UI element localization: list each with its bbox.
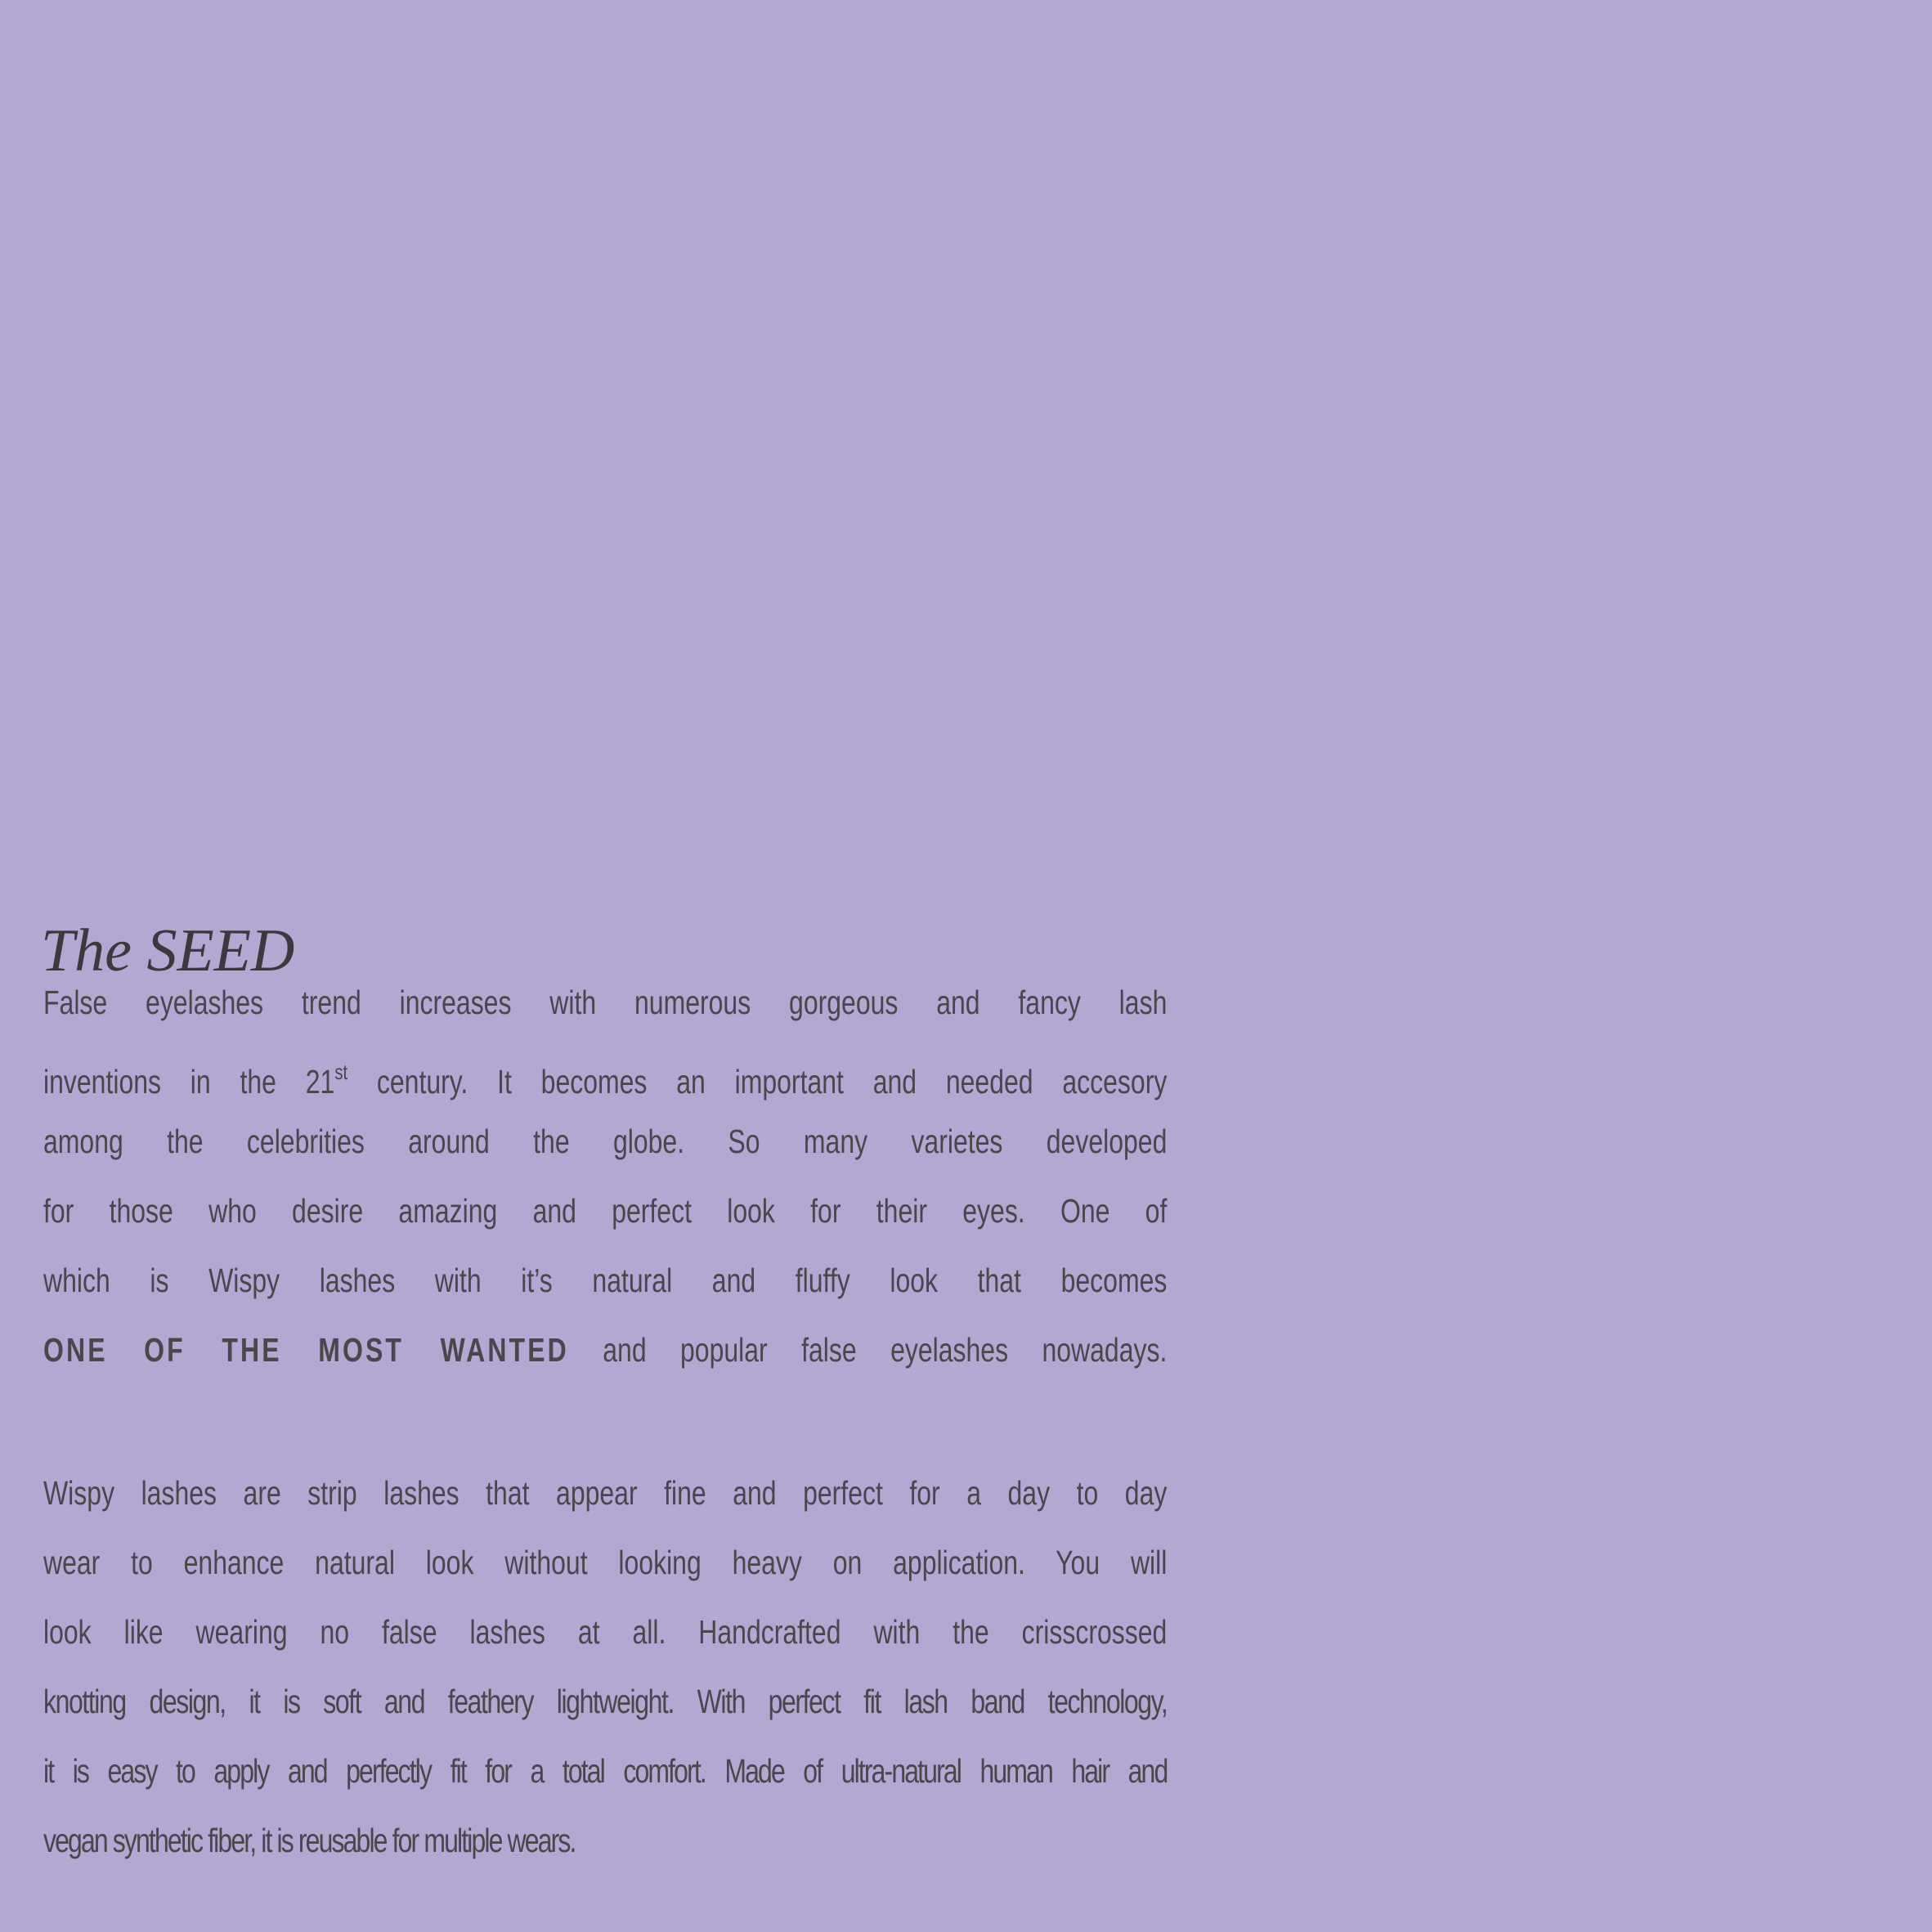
text-segment: and popular false eyelashes nowadays. [568,1331,1168,1369]
ordinal-superscript: st [334,1060,348,1084]
text-line: vegan synthetic fiber, it is reusable for multiple wears. [43,1822,576,1859]
text-line [43,1316,1167,1385]
text-line: among the celebrities around the globe. So many varietes developed [43,1123,1168,1160]
text-line: look like wearing no false lashes at all. Handcrafted with the crisscrossed [43,1613,1168,1651]
paragraph-wispy-description [43,1459,1167,1876]
text-line: it is easy to apply and perfectly fit for a total comfort. Made of ultra-natural human hair and [43,1752,1168,1790]
text-line: wear to enhance natural look without looking heavy on application. You will [43,1544,1168,1581]
emphasis-bold-text: ONE OF THE MOST WANTED [43,1331,569,1369]
text-line: which is Wispy lashes with it’s natural and fluffy look that becomes [43,1262,1168,1299]
paragraph-the-seed-intro [43,968,1167,1385]
text-segment: inventions in the 21 [43,1063,335,1100]
text-segment: century. It becomes an important and needed accesory [347,1063,1168,1100]
text-line: Wispy lashes are strip lashes that appear fine and perfect for a day to day [43,1474,1168,1512]
text-line: knotting design, it is soft and feathery lightweight. With perfect fit lash band technology, [43,1683,1168,1720]
text-line: for those who desire amazing and perfect look for their eyes. One of [43,1192,1168,1230]
text-line: False eyelashes trend increases with numerous gorgeous and fancy lash [43,984,1168,1021]
body-text [43,968,1167,1876]
text-line [43,1038,1167,1107]
page-title: The SEED [41,917,295,984]
